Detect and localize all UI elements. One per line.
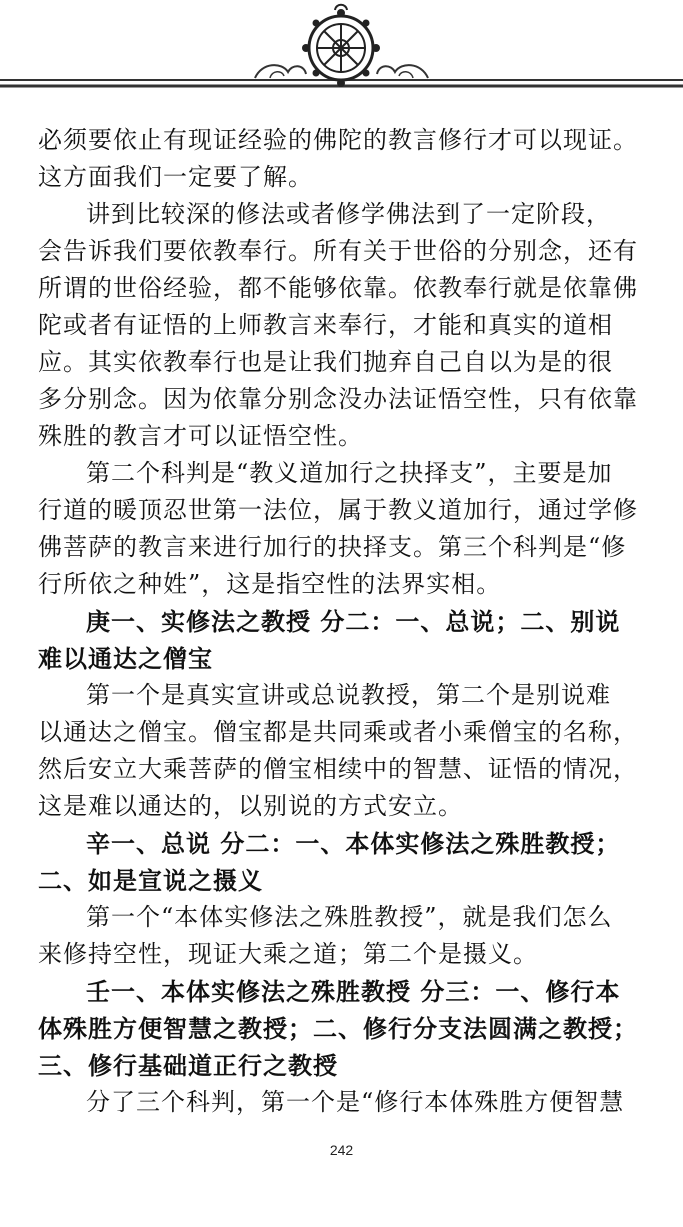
text-line: 所谓的世俗经验，都不能够依靠。依教奉行就是依靠佛 bbox=[38, 274, 638, 302]
section-heading: 难以通达之僧宝 bbox=[38, 644, 213, 673]
text-line: 殊胜的教言才可以证悟空性。 bbox=[38, 422, 363, 450]
section-heading: 二、如是宣说之摄义 bbox=[38, 866, 263, 895]
text-line: 多分别念。因为依靠分别念没办法证悟空性，只有依靠 bbox=[38, 385, 638, 413]
page-header-ornament bbox=[0, 0, 683, 100]
text-line: 行道的暖顶忍世第一法位，属于教义道加行，通过学修 bbox=[38, 496, 638, 524]
text-line: 第一个“本体实修法之殊胜教授”，就是我们怎么 bbox=[86, 903, 613, 931]
page-number: 242 bbox=[329, 1142, 354, 1158]
text-line: 第一个是真实宣讲或总说教授，第二个是别说难 bbox=[86, 681, 611, 709]
section-heading: 壬一、本体实修法之殊胜教授 分三：一、修行本 bbox=[86, 977, 621, 1006]
text-line: 讲到比较深的修法或者修学佛法到了一定阶段， bbox=[86, 200, 611, 228]
section-heading: 体殊胜方便智慧之教授；二、修行分支法圆满之教授； bbox=[38, 1014, 638, 1043]
section-heading: 辛一、总说 分二：一、本体实修法之殊胜教授； bbox=[86, 829, 621, 858]
text-line: 行所依之种姓”，这是指空性的法界实相。 bbox=[38, 570, 502, 598]
text-line: 然后安立大乘菩萨的僧宝相续中的智慧、证悟的情况， bbox=[38, 755, 638, 783]
text-line: 第二个科判是“教义道加行之抉择支”，主要是加 bbox=[86, 459, 613, 487]
text-line: 这方面我们一定要了解。 bbox=[38, 163, 313, 191]
text-line: 应。其实依教奉行也是让我们抛弃自己自以为是的很 bbox=[38, 348, 613, 376]
text-line: 会告诉我们要依教奉行。所有关于世俗的分别念，还有 bbox=[38, 237, 638, 265]
text-line: 佛菩萨的教言来进行加行的抉择支。第三个科判是“修 bbox=[38, 533, 627, 561]
section-heading: 三、修行基础道正行之教授 bbox=[38, 1051, 338, 1080]
text-line: 来修持空性，现证大乘之道；第二个是摄义。 bbox=[38, 940, 538, 968]
text-line: 必须要依止有现证经验的佛陀的教言修行才可以现证。 bbox=[38, 126, 638, 154]
body-text bbox=[38, 122, 648, 1121]
text-line: 分了三个科判，第一个是“修行本体殊胜方便智慧 bbox=[86, 1088, 625, 1116]
section-heading: 庚一、实修法之教授 分二：一、总说；二、别说 bbox=[86, 607, 621, 636]
text-line: 以通达之僧宝。僧宝都是共同乘或者小乘僧宝的名称， bbox=[38, 718, 638, 746]
text-line: 陀或者有证悟的上师教言来奉行，才能和真实的道相 bbox=[38, 311, 613, 339]
text-line: 这是难以通达的，以别说的方式安立。 bbox=[38, 792, 463, 820]
dharma-wheel-ornament bbox=[0, 0, 683, 100]
